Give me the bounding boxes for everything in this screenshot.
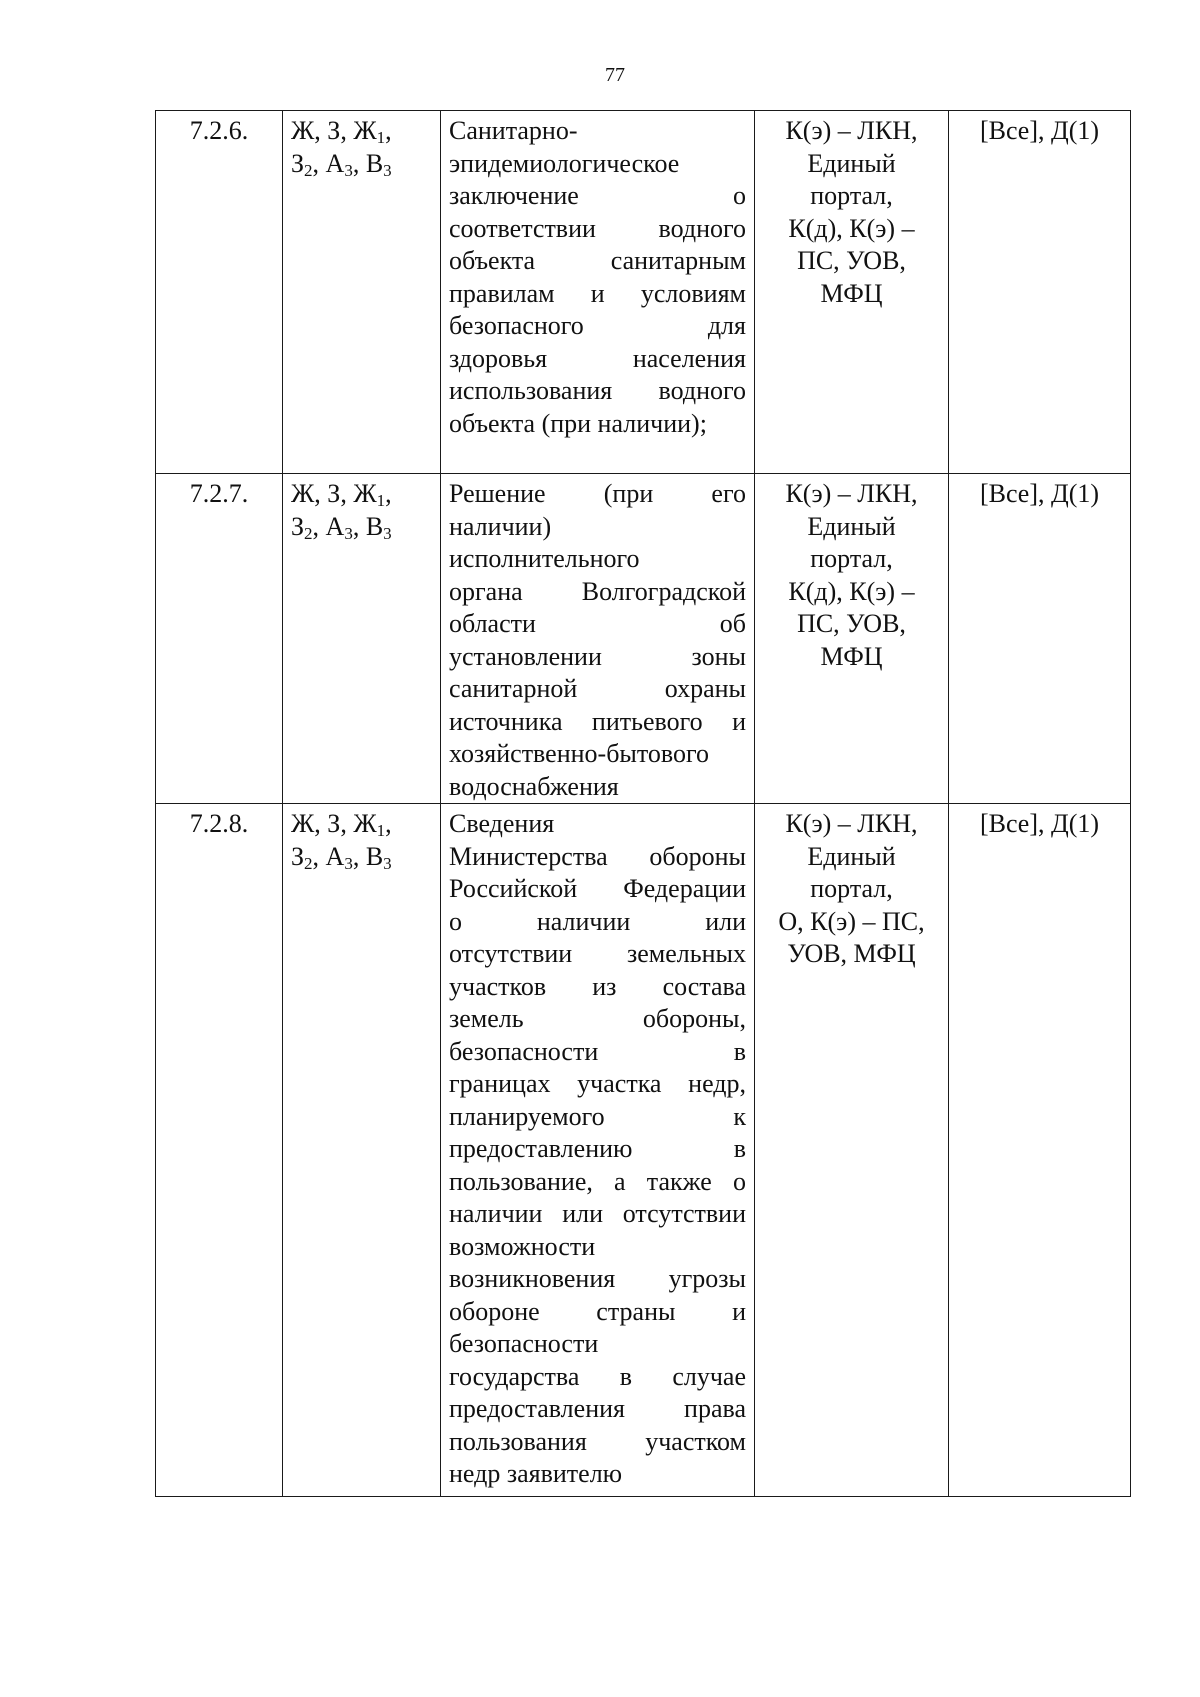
description-line: санитарной охраны (449, 674, 746, 703)
description-line: Сведения (449, 809, 555, 838)
applicant-types-text: , А (312, 511, 345, 541)
source-line: К(э) – ЛКН, (785, 809, 918, 838)
applicant-types-text: Ж, З, Ж (291, 479, 377, 508)
description-line: хозяйственно-бытового (449, 739, 710, 768)
source-line: портал, (810, 874, 893, 903)
applicant-types-text: , А (312, 841, 345, 871)
description-line: безопасного для (449, 311, 746, 340)
description-line: Министерства обороны (449, 841, 746, 871)
applicant-types-text: , В (352, 511, 384, 541)
applicant-types (283, 111, 441, 474)
source-line: Единый (807, 148, 896, 178)
document-description (441, 111, 755, 474)
applicant-types-text: З (291, 511, 305, 541)
applicant-group: [Все], Д(1) (949, 111, 1131, 474)
source-line: ПС, УОВ, (797, 246, 906, 275)
applicant-types-text: , (385, 116, 392, 145)
description-line: объекта санитарным (449, 246, 746, 275)
description-line: эпидемиологическое (449, 148, 680, 178)
source-line: К(э) – ЛКН, (785, 479, 918, 508)
description-line: источника питьевого и (449, 706, 746, 736)
applicant-types-text: , (385, 809, 392, 838)
description-line: возникновения угрозы (449, 1264, 746, 1293)
documents-table (155, 110, 1131, 1497)
page-number: 77 (605, 64, 625, 86)
source-line: К(д), К(э) – (788, 576, 915, 606)
applicant-types-text: , В (352, 148, 384, 178)
description-line: земель обороны, (449, 1004, 746, 1033)
description-line: Санитарно- (449, 116, 578, 145)
applicant-types (283, 804, 441, 1497)
applicant-types-subscript: 3 (383, 160, 392, 180)
applicant-types-subscript: 3 (383, 853, 392, 873)
description-line: участков из состава (449, 971, 746, 1001)
source-line: портал, (810, 181, 893, 210)
description-line: объекта (при наличии); (449, 408, 707, 438)
applicant-types-text: З (291, 841, 305, 871)
description-line: установлении зоны (449, 641, 746, 671)
description-line: водоснабжения (449, 771, 619, 801)
applicant-types-subscript: 3 (344, 160, 353, 180)
applicant-types-line (291, 478, 432, 511)
description-line: отсутствии земельных (449, 939, 746, 968)
source-line: МФЦ (820, 278, 883, 308)
row-number: 7.2.8. (156, 804, 283, 1497)
source-line: К(э) – ЛКН, (785, 116, 918, 145)
source-line: УОВ, МФЦ (787, 939, 916, 968)
source-line: Единый (807, 511, 896, 541)
applicant-types (283, 474, 441, 804)
document-source (755, 804, 949, 1497)
applicant-types-subscript: 1 (376, 128, 386, 147)
description-line: исполнительного (449, 544, 640, 573)
document-description (441, 474, 755, 804)
source-line: МФЦ (820, 641, 883, 671)
description-line: органа Волгоградской (449, 576, 746, 606)
description-line: здоровья населения (449, 343, 746, 373)
applicant-types-line (291, 148, 432, 181)
description-line: предоставлению в (449, 1134, 746, 1163)
description-line: правилам и условиям (449, 278, 746, 308)
applicant-types-text: , А (312, 148, 345, 178)
description-line: планируемого к (449, 1101, 746, 1131)
applicant-group: [Все], Д(1) (949, 804, 1131, 1497)
description-line: безопасности (449, 1329, 599, 1358)
description-line: Решение (при его (449, 479, 746, 508)
description-line: пользование, а также о (449, 1166, 746, 1196)
document-source (755, 111, 949, 474)
applicant-types-line (291, 115, 432, 148)
description-line: использования водного (449, 376, 746, 405)
applicant-types-subscript: 3 (344, 523, 353, 543)
description-line: заключение о (449, 181, 746, 210)
applicant-types-subscript: 1 (376, 491, 386, 510)
applicant-types-text: , В (352, 841, 384, 871)
table-row (156, 474, 1131, 804)
row-number: 7.2.6. (156, 111, 283, 474)
applicant-types-subscript: 2 (304, 853, 313, 873)
description-line: предоставления права (449, 1394, 746, 1423)
applicant-types-subscript: 3 (383, 523, 392, 543)
document-source (755, 474, 949, 804)
source-line: О, К(э) – ПС, (778, 906, 925, 936)
applicant-types-text: Ж, З, Ж (291, 116, 377, 145)
applicant-types-subscript: 1 (376, 821, 386, 840)
document-description (441, 804, 755, 1497)
applicant-types-text: З (291, 148, 305, 178)
description-line: области об (449, 609, 746, 638)
description-line: наличии или отсутствии (449, 1199, 746, 1228)
applicant-group: [Все], Д(1) (949, 474, 1131, 804)
applicant-types-text: , (385, 479, 392, 508)
applicant-types-line (291, 808, 432, 841)
table-row (156, 804, 1131, 1497)
description-line: о наличии или (449, 906, 746, 936)
applicant-types-subscript: 2 (304, 160, 313, 180)
row-number: 7.2.7. (156, 474, 283, 804)
description-line: обороне страны и (449, 1296, 746, 1326)
applicant-types-line (291, 511, 432, 544)
table-row (156, 111, 1131, 474)
source-line: Единый (807, 841, 896, 871)
description-line: границах участка недр, (449, 1069, 746, 1098)
description-line: наличии) (449, 511, 552, 541)
source-line: ПС, УОВ, (797, 609, 906, 638)
description-line: безопасности в (449, 1036, 746, 1066)
applicant-types-subscript: 2 (304, 523, 313, 543)
source-line: портал, (810, 544, 893, 573)
description-line: соответствии водного (449, 213, 746, 243)
description-line: пользования участком (449, 1426, 746, 1456)
description-line: государства в случае (449, 1361, 746, 1391)
description-line: возможности (449, 1231, 596, 1261)
applicant-types-subscript: 3 (344, 853, 353, 873)
source-line: К(д), К(э) – (788, 213, 915, 243)
description-line: Российской Федерации (449, 874, 746, 903)
applicant-types-line (291, 841, 432, 874)
applicant-types-text: Ж, З, Ж (291, 809, 377, 838)
description-line: недр заявителю (449, 1459, 623, 1488)
